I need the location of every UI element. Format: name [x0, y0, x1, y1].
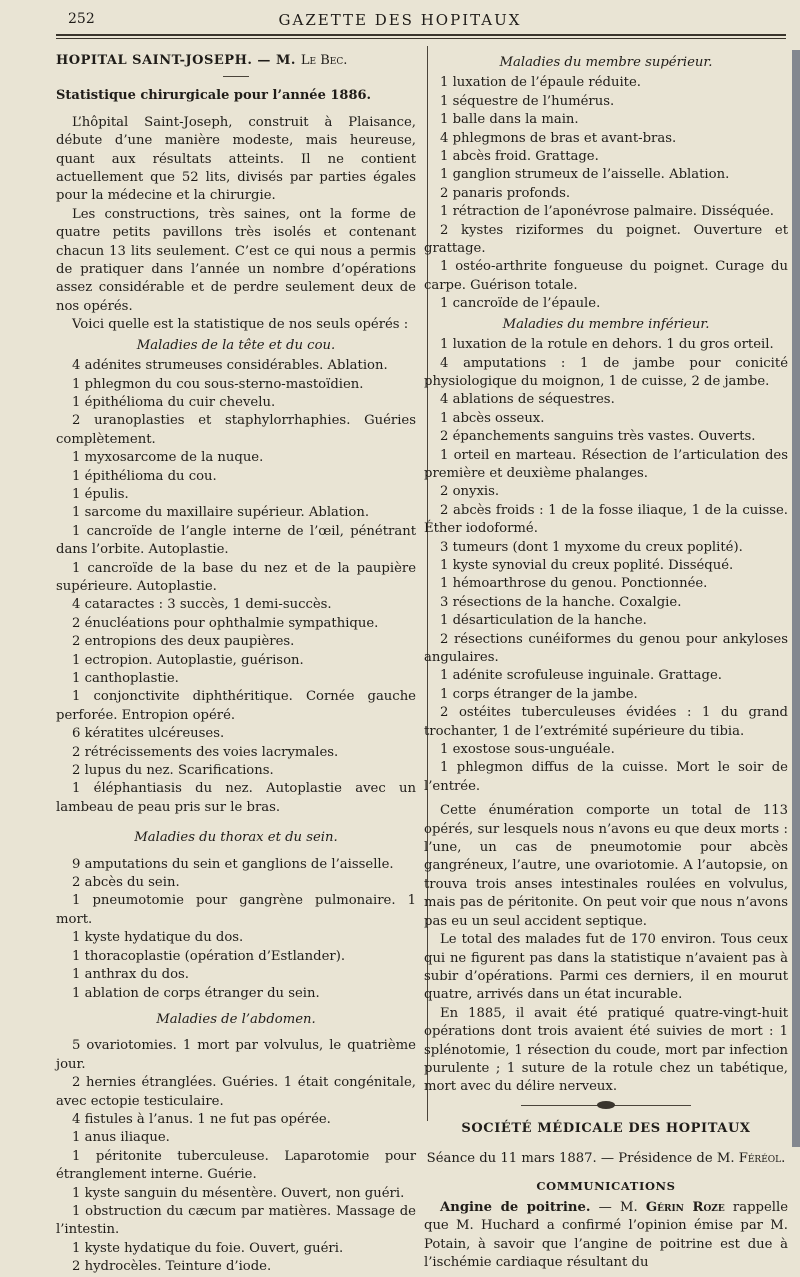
lower-limb-entry: 4 ablations de séquestres. [440, 392, 615, 408]
head-neck-entry: 1 phlegmon du cou sous-sterno-mastoïdien. [72, 376, 364, 392]
lower-limb-entry: 3 résections de la hanche. Coxalgie. [440, 594, 682, 610]
head-neck-entry: 1 ectropion. Autoplastie, guérison. [72, 652, 304, 668]
head-neck-entry: 6 kératites ulcéreuses. [72, 726, 225, 742]
intro-paragraph-2: Les constructions, très saines, ont la forme de quatre petits pavillons très isolés et contenant chacun 13 lits seulement. C’est ce qui nous a permis de pratiquer dans l’année un nombre d’opérations assez considérable et de perdre seulement deux de nos opérés. [56, 206, 416, 314]
page-number: 252 [68, 11, 95, 27]
lower-limb-entry: 1 adénite scrofuleuse inguinale. Grattage. [440, 668, 722, 684]
abdomen-entry: 2 hydrocèles. Teinture d’iode. [72, 1259, 272, 1275]
head-neck-entry: 2 énucléations pour ophthalmie sympathique. [72, 615, 379, 631]
upper-limb-entry: 1 abcès froid. Grattage. [440, 149, 599, 165]
lower-limb-entry: 4 amputations : 1 de jambe pour conicité physiologique du moignon, 1 de cuisse, 2 de jambe. [424, 355, 788, 389]
summary-paragraph-1: Cette énumération comporte un total de 113 opérés, sur lesquels nous n’avons eu que deux morts : l’une, un cas de pneumotomie pour abcès gangréneux, l’autre, une ovariotomie. A l’autopsie, on trouva trois anses intestinales roulées en volvulus, mais pas de péritonite. On peut voir que nous n’avons pas eu un seul accident septique. [424, 803, 788, 929]
header-rule [56, 34, 786, 36]
lower-limb-entry: 2 onyxis. [440, 484, 500, 500]
abdomen-entry: 1 anus iliaque. [72, 1130, 170, 1146]
abdomen-entry: 4 fistules à l’anus. 1 ne fut pas opérée. [72, 1111, 331, 1127]
section-thorax-title: Maladies du thorax et du sein. [134, 830, 338, 846]
seance-president: Féréol. [738, 1151, 786, 1167]
lower-limb-entry: 1 luxation de la rotule en dehors. 1 du gros orteil. [440, 337, 774, 353]
heading-dash: — M. [252, 53, 301, 68]
angina-dash: — M. [590, 1199, 646, 1215]
seance-date: Séance du 11 mars 1887. — Présidence de M. [426, 1151, 739, 1167]
thorax-entry: 1 anthrax du dos. [72, 967, 189, 983]
upper-limb-entry: 4 phlegmons de bras et avant-bras. [440, 130, 677, 146]
thorax-entry: 1 ablation de corps étranger du sein. [72, 985, 320, 1001]
head-neck-entry: 1 conjonctivite diphthéritique. Cornée gauche perforée. Entropion opéré. [56, 689, 416, 723]
angina-title: Angine de poitrine. [440, 1199, 591, 1215]
right-column [424, 52, 788, 1273]
head-neck-entry: 1 épulis. [72, 486, 129, 502]
section-lower-limb-title: Maladies du membre inférieur. [502, 316, 710, 332]
abdomen-list [56, 1037, 416, 1276]
ornamental-rule [521, 1105, 691, 1106]
upper-limb-entry: 1 cancroïde de l’épaule. [440, 296, 601, 312]
section-abdomen-title: Maladies de l’abdomen. [156, 1011, 316, 1027]
summary-paragraph-2: Le total des malades fut de 170 environ. Tous ceux qui ne figurent pas dans la statistique n’avaient pas à subir d’opérations. Parmi ces derniers, il en mourut quatre, arrivés dans un état incurable. [424, 932, 788, 1003]
section-head-neck-title: Maladies de la tête et du cou. [136, 337, 336, 353]
abdomen-entry: 2 hernies étranglées. Guéries. 1 était congénitale, avec ectopie testiculaire. [56, 1075, 416, 1109]
head-neck-entry: 4 cataractes : 3 succès, 1 demi-succès. [72, 597, 332, 613]
lower-limb-entry: 1 orteil en marteau. Résection de l’articulation des première et deuxième phalanges. [424, 447, 788, 481]
lower-limb-entry: 1 désarticulation de la hanche. [440, 613, 647, 629]
head-neck-entry: 2 lupus du nez. Scarifications. [72, 763, 274, 779]
upper-limb-entry: 2 kystes riziformes du poignet. Ouverture et grattage. [424, 222, 788, 257]
head-neck-entry: 1 canthoplastie. [72, 671, 179, 686]
communications-heading: COMMUNICATIONS [536, 1178, 676, 1193]
lower-limb-entry: 3 tumeurs (dont 1 myxome du creux poplité). [440, 539, 743, 555]
hospital-heading [56, 52, 416, 70]
angina-paragraph [424, 1199, 788, 1273]
header-rule-thin [56, 38, 786, 39]
lower-limb-list [424, 336, 788, 796]
seance-line [424, 1150, 788, 1168]
head-neck-entry: 1 cancroïde de la base du nez et de la paupière supérieure. Autoplastie. [56, 560, 416, 594]
page-edge-shadow [792, 50, 800, 1147]
head-neck-entry: 1 sarcome du maxillaire supérieur. Ablation. [72, 505, 370, 521]
lower-limb-entry: 2 résections cunéiformes du genou pour ankyloses angulaires. [424, 631, 788, 665]
lower-limb-entry: 1 phlegmon diffus de la cuisse. Mort le soir de l’entrée. [424, 760, 788, 794]
head-neck-entry: 1 myxosarcome de la nuque. [72, 450, 264, 466]
thorax-list [56, 856, 416, 1003]
thorax-entry: 1 thoracoplastie (opération d’Estlander). [72, 948, 346, 964]
lower-limb-entry: 2 abcès froids : 1 de la fosse iliaque, 1 de la cuisse. Éther iodoformé. [424, 502, 788, 537]
intro-paragraph-3: Voici quelle est la statistique de nos seuls opérés : [72, 317, 409, 333]
thorax-entry: 1 kyste hydatique du dos. [72, 930, 244, 946]
lower-limb-entry: 1 exostose sous-unguéale. [440, 742, 615, 758]
short-rule [223, 76, 249, 77]
abdomen-entry: 1 obstruction du cæcum par matières. Massage de l’intestin. [56, 1203, 416, 1238]
lower-limb-entry: 1 abcès osseux. [440, 410, 545, 426]
statistics-title: Statistique chirurgicale pour l’année 1886. [56, 88, 372, 104]
abdomen-entry: 1 kyste hydatique du foie. Ouvert, guéri. [72, 1240, 344, 1256]
lower-limb-entry: 1 kyste synovial du creux poplité. Disséqué. [440, 557, 734, 573]
angina-speaker: Gérin Roze [645, 1199, 725, 1215]
upper-limb-entry: 1 luxation de l’épaule réduite. [440, 75, 641, 91]
lower-limb-entry: 1 hémoarthrose du genou. Ponctionnée. [440, 576, 708, 592]
upper-limb-entry: 1 séquestre de l’humérus. [440, 93, 615, 109]
upper-limb-entry: 2 panaris profonds. [440, 185, 571, 201]
society-heading: SOCIÉTÉ MÉDICALE DES HOPITAUX [461, 1120, 751, 1136]
summary-paragraph-3: En 1885, il avait été pratiqué quatre-vingt-huit opérations dont trois avaient été suivies de mort : 1 splénotomie, 1 résection du coude, mort par infection purulente ; 1 suture de la rotule chez un tabétique, mort avec du délire nerveux. [424, 1005, 788, 1095]
section-upper-limb-title: Maladies du membre supérieur. [499, 55, 713, 70]
journal-title: GAZETTE DES HOPITAUX [278, 11, 522, 29]
head-neck-entry: 1 éléphantiasis du nez. Autoplastie avec un lambeau de peau pris sur le bras. [56, 781, 416, 815]
head-neck-entry: 1 épithélioma du cuir chevelu. [72, 394, 276, 410]
thorax-entry: 1 pneumotomie pour gangrène pulmonaire. 1 mort. [56, 893, 416, 927]
thorax-entry: 9 amputations du sein et ganglions de l’aisselle. [72, 856, 394, 872]
abdomen-entry: 1 kyste sanguin du mésentère. Ouvert, non guéri. [72, 1185, 405, 1201]
head-neck-entry: 2 uranoplasties et staphylorrhaphies. Guéries complètement. [56, 413, 416, 447]
head-neck-list [56, 357, 416, 817]
upper-limb-entry: 1 balle dans la main. [440, 112, 579, 128]
upper-limb-list [424, 74, 788, 313]
head-neck-entry: 2 rétrécissements des voies lacrymales. [72, 744, 339, 760]
head-neck-entry: 1 épithélioma du cou. [72, 468, 217, 484]
hospital-author: Le Bec. [300, 53, 348, 68]
abdomen-entry: 5 ovariotomies. 1 mort par volvulus, le quatrième jour. [56, 1038, 416, 1072]
upper-limb-entry: 1 ganglion strumeux de l’aisselle. Ablation. [440, 167, 730, 183]
intro-paragraph-1: L’hôpital Saint-Joseph, construit à Plaisance, débute d’une manière modeste, mais heureuse, quant aux résultats atteints. Il ne contient actuellement que 52 lits, divisés par parties égales pour la médecine et la chirurgie. [56, 114, 416, 204]
head-neck-entry: 1 cancroïde de l’angle interne de l’œil, pénétrant dans l’orbite. Autoplastie. [56, 523, 416, 558]
left-column [56, 52, 416, 1277]
head-neck-entry: 2 entropions des deux paupières. [72, 634, 295, 650]
lower-limb-entry: 1 corps étranger de la jambe. [440, 686, 638, 702]
thorax-entry: 2 abcès du sein. [72, 875, 180, 891]
head-neck-entry: 4 adénites strumeuses considérables. Ablation. [72, 358, 388, 374]
upper-limb-entry: 1 ostéo-arthrite fongueuse du poignet. Curage du carpe. Guérison totale. [424, 259, 788, 293]
hospital-name: HOPITAL SAINT-JOSEPH. [56, 53, 253, 68]
angina-text: rappelle que M. Huchard a confirmé l’opinion émise par M. Potain, à savoir que l’angine de poitrine est due à l’ischémie cardiaque résultant du [424, 1199, 789, 1271]
abdomen-entry: 1 péritonite tuberculeuse. Laparotomie pour étranglement interne. Guérie. [56, 1148, 416, 1183]
lower-limb-entry: 2 épanchements sanguins très vastes. Ouverts. [440, 429, 756, 445]
lower-limb-entry: 2 ostéites tuberculeuses évidées : 1 du grand trochanter, 1 de l’extrémité supérieure du tibia. [424, 705, 788, 739]
upper-limb-entry: 1 rétraction de l’aponévrose palmaire. Disséquée. [440, 204, 774, 220]
